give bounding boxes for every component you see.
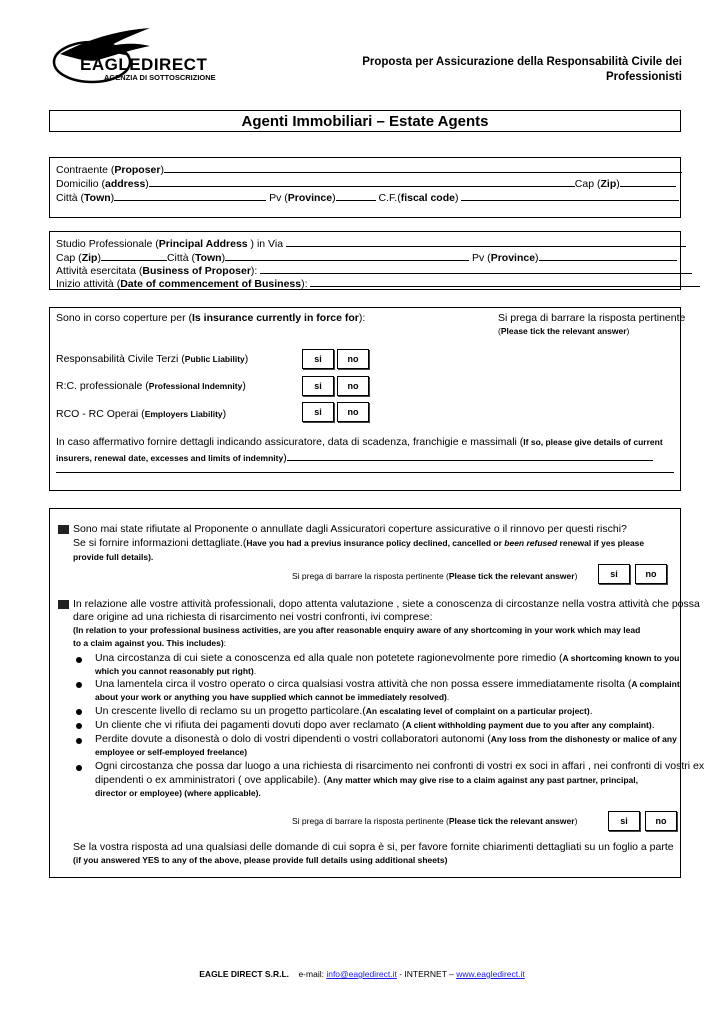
office-cap-field[interactable] — [101, 250, 167, 261]
employers-liability-no-checkbox[interactable]: no — [337, 402, 369, 422]
cf-label: C.F.( — [378, 192, 401, 204]
office-section — [49, 231, 681, 290]
public-liability-yes-checkbox[interactable]: si — [302, 349, 334, 369]
q1-it-1: Sono mai state rifiutate al Proponente o annullate dagli Assicuratori coperture assicurative o il rinnovo per questi rischi? — [73, 523, 627, 535]
footer-email-label: e-mail: — [298, 969, 327, 979]
coverage-section: Sono in corso coperture per (Is insurance currently in force for): Si prega di barrare la risposta pertinente (Please tick the relevant answer) Responsabilità Civile Terzi (Public Liability) si no R:C. professionale (Professional Indemnity) si no RCO - RC Operai (Employers Liability) si no In caso affermativo fornire dettagli indicando assicuratore, data di scadenza, franchigie e massimali (If so, please give details of current insurers, renewal date, excesses and limits of indemnity) — [49, 307, 681, 491]
details-en-2: insurers, renewal date, excesses and limits of indemnity — [56, 453, 284, 463]
attivita-field[interactable] — [260, 263, 692, 274]
attivita-en: Business of Proposer — [142, 265, 251, 277]
history-tick-tail: ) — [574, 816, 578, 826]
coverage-item-tail: ) — [244, 353, 249, 365]
q2-no-checkbox[interactable]: no — [645, 811, 677, 831]
history-tick-en: Please tick the relevant answer — [448, 571, 575, 581]
citta-label: Città ( — [56, 192, 85, 204]
footer — [0, 969, 724, 980]
bullet-text: Un crescente livello di reclamo su un progetto particolare.( — [95, 705, 366, 717]
coverage-item-label: Responsabilità Civile Terzi ( — [56, 353, 185, 365]
bullet-text: Un cliente che vi rifiuta dei pagamenti dovuti dopo aver reclamato ( — [95, 719, 406, 731]
closing-en: (if you answered YES to any of the above, please provide full details using additional sheets) — [73, 855, 448, 865]
attivita-tail: ): — [250, 265, 258, 277]
domicilio-close: ) — [145, 178, 149, 190]
studio-tail: ) in Via — [247, 238, 284, 250]
history-tick-it: Si prega di barrare la risposta pertinente ( — [292, 816, 449, 826]
office-citta-field[interactable] — [225, 250, 469, 261]
coverage-intro-tail: ): — [358, 312, 366, 324]
cf-field[interactable] — [461, 190, 679, 201]
cap-label: Cap ( — [574, 178, 601, 190]
bullet-text-en: employee or self-employed freelance) — [95, 747, 248, 757]
contraente-close: ) — [160, 164, 164, 176]
domicilio-label: Domicilio ( — [56, 178, 106, 190]
footer-internet-label: - INTERNET – — [396, 969, 457, 979]
coverage-item-en: Professional Indemnity — [148, 381, 243, 391]
citta-en: Town — [84, 192, 111, 204]
footer-email-link[interactable]: info@eagledirect.it — [326, 969, 397, 979]
bullet-icon — [76, 709, 82, 715]
inizio-field[interactable] — [310, 276, 700, 287]
history-tick-en: Please tick the relevant answer — [448, 816, 575, 826]
studio-label: Studio Professionale ( — [56, 238, 159, 250]
office-citta-close: ) — [221, 252, 226, 264]
office-pv-en: Province — [490, 252, 536, 264]
bullet-text: Ogni circostanza che possa dar luogo a una richiesta di risarcimento nei confronti di vostri ex soci in affari , nei confronti di vostri ex — [95, 760, 705, 772]
office-citta-en: Town — [194, 252, 222, 264]
company-logo — [50, 24, 250, 86]
office-cap-close: ) — [97, 252, 101, 264]
bullet-text-en: An escalating level of complaint on a particular project) — [365, 706, 590, 716]
footer-company: EAGLE DIRECT S.R.L. — [199, 969, 289, 979]
cf-close: ) — [454, 192, 459, 204]
cap-field[interactable] — [620, 176, 676, 187]
footer-web-link[interactable]: www.eagledirect.it — [456, 969, 525, 979]
studio-field[interactable] — [286, 236, 686, 247]
bullet-text: dipendenti o ex amministratori ( ove applicabile). ( — [95, 774, 327, 786]
bullet-text-en: Any matter which may give rise to a claim against any past partner, principal, — [326, 775, 639, 785]
q1-en-1: Have you had a previus insurance policy declined, cancelled or — [246, 538, 505, 548]
office-cap-label: Cap ( — [56, 252, 82, 264]
q1-no-checkbox[interactable]: no — [635, 564, 667, 584]
coverage-intro-label: Sono in corso coperture per ( — [56, 312, 192, 324]
cap-en: Zip — [600, 178, 617, 190]
closing-it: Se la vostra risposta ad una qualsiasi delle domande di cui sopra è si, per favore fornite chiarimenti dettagliati su un foglio a parte — [73, 841, 674, 853]
coverage-intro-en: Is insurance currently in force for — [192, 312, 359, 324]
q2-en-1: (In relation to your professional business activities, are you after reasonable enquiry aware of any shortcoming in your work which may lead — [73, 625, 641, 635]
bullet-text-en: A client withholding payment due to you after any complaint) — [405, 720, 652, 730]
bullet-icon — [76, 682, 82, 688]
q1-en-italic: been refused — [504, 538, 558, 548]
coverage-item-label: R:C. professionale ( — [56, 380, 149, 392]
pv-label: Pv ( — [269, 192, 288, 204]
bullet-text-tail: . — [651, 719, 655, 731]
domicilio-field[interactable] — [149, 176, 575, 187]
bullet-text: Perdite dovute a disonestà o dolo di vostri dipendenti o vostri collaboratori autonomi ( — [95, 733, 491, 745]
coverage-tick-en: Please tick the relevant answer — [500, 326, 627, 336]
history-tick-tail: ) — [574, 571, 578, 581]
details-field-2[interactable] — [56, 472, 674, 473]
logo-text: EAGLEDIRECT — [80, 55, 208, 74]
coverage-item-tail: ) — [222, 408, 227, 420]
office-citta-label: Città ( — [166, 252, 195, 264]
citta-close: ) — [110, 192, 115, 204]
details-label: In caso affermativo fornire dettagli indicando assicuratore, data di scadenza, franchigie e massimali ( — [56, 436, 524, 448]
office-pv-field[interactable] — [539, 250, 677, 261]
coverage-item-tail: ) — [242, 380, 246, 392]
q1-yes-checkbox[interactable]: si — [598, 564, 630, 584]
checkbox-square-icon — [58, 600, 69, 609]
checkbox-square-icon — [58, 525, 69, 534]
bullet-icon — [76, 723, 82, 729]
studio-en: Principal Address — [158, 238, 248, 250]
pv-close: ) — [332, 192, 336, 204]
bullet-text: Una lamentela circa il vostro operato o circa qualsiasi vostra attività che non possa essere immediatamente risolta ( — [95, 678, 632, 690]
q1-it-2: Se si fornire informazioni dettagliate.( — [73, 537, 247, 549]
q1-en-2: renewal if yes please — [557, 538, 645, 548]
contraente-en: Proposer — [114, 164, 161, 176]
inizio-label: Inizio attività ( — [56, 278, 121, 290]
bullet-text-en: director or employee) (where applicable). — [95, 788, 261, 798]
inizio-tail: ): — [301, 278, 308, 290]
coverage-tick-it: Si prega di barrare la risposta pertinente — [498, 312, 686, 324]
coverage-item-en: Public Liability — [184, 354, 245, 364]
q2-en-2: to a claim against you. This includes) — [73, 638, 224, 648]
q1-en-3: provide full details). — [73, 552, 154, 562]
professional-indemnity-no-checkbox[interactable]: no — [337, 376, 369, 396]
coverage-item-label: RCO - RC Operai ( — [56, 408, 145, 420]
domicilio-en: address — [105, 178, 146, 190]
bullet-icon — [76, 765, 82, 771]
bullet-text-en: A shortcoming known to you — [562, 653, 680, 663]
bullet-text-tail: . — [253, 666, 257, 676]
cf-en: fiscal code — [400, 192, 455, 204]
office-cap-en: Zip — [81, 252, 98, 264]
bullet-text-en: A complaint — [631, 679, 680, 689]
details-tail: ) — [283, 452, 287, 464]
contraente-field[interactable] — [164, 162, 682, 173]
office-pv-close: ) — [535, 252, 539, 264]
q2-yes-checkbox[interactable]: si — [608, 811, 640, 831]
bullet-text-tail: . — [589, 705, 593, 717]
citta-field[interactable] — [114, 190, 266, 201]
inizio-en: Date of commencement of Business — [120, 278, 302, 290]
q2-en-tail: : — [223, 638, 227, 648]
coverage-item-en: Employers Liability — [144, 409, 223, 419]
bullet-text-en: which you cannot reasonably put right) — [95, 666, 254, 676]
bullet-text-tail: . — [446, 692, 450, 702]
pv-field[interactable] — [336, 190, 376, 201]
header-title: Proposta per Assicurazione della Responsabilità Civile dei Professionisti — [362, 56, 682, 83]
office-pv-label: Pv ( — [472, 252, 491, 264]
q2-it-2: dare origine ad una richiesta di risarcimento nei vostri confronti, ivi comprese: — [73, 611, 433, 623]
contraente-label: Contraente ( — [56, 164, 115, 176]
bullet-icon — [76, 657, 82, 663]
details-en-1: If so, please give details of current — [523, 437, 663, 447]
professional-indemnity-yes-checkbox[interactable]: si — [302, 376, 334, 396]
pv-en: Province — [287, 192, 333, 204]
history-section — [49, 508, 705, 878]
details-field-1[interactable] — [287, 450, 653, 461]
cap-close: ) — [616, 178, 620, 190]
public-liability-no-checkbox[interactable]: no — [337, 349, 369, 369]
bullet-icon — [76, 738, 82, 744]
bullet-text-en: about your work or anything you have supplied which cannot be immediately resolved) — [95, 692, 447, 702]
attivita-label: Attività esercitata ( — [56, 265, 143, 277]
employers-liability-yes-checkbox[interactable]: si — [302, 402, 334, 422]
page-title: Agenti Immobiliari – Estate Agents — [49, 110, 681, 132]
proposer-section — [49, 157, 681, 218]
q2-it-1: In relazione alle vostre attività professionali, dopo attenta valutazione , siete a conoscenza di circostanze nella vostra attività che possa — [73, 598, 700, 610]
history-tick-it: Si prega di barrare la risposta pertinente ( — [292, 571, 449, 581]
bullet-text-en: Any loss from the dishonesty or malice of any — [490, 734, 677, 744]
logo-subtitle: AGENZIA DI SOTTOSCRIZIONE — [104, 73, 216, 82]
bullet-text: Una circostanza di cui siete a conoscenza ed alla quale non potetete ragionevolmente pore rimedio ( — [95, 652, 563, 664]
